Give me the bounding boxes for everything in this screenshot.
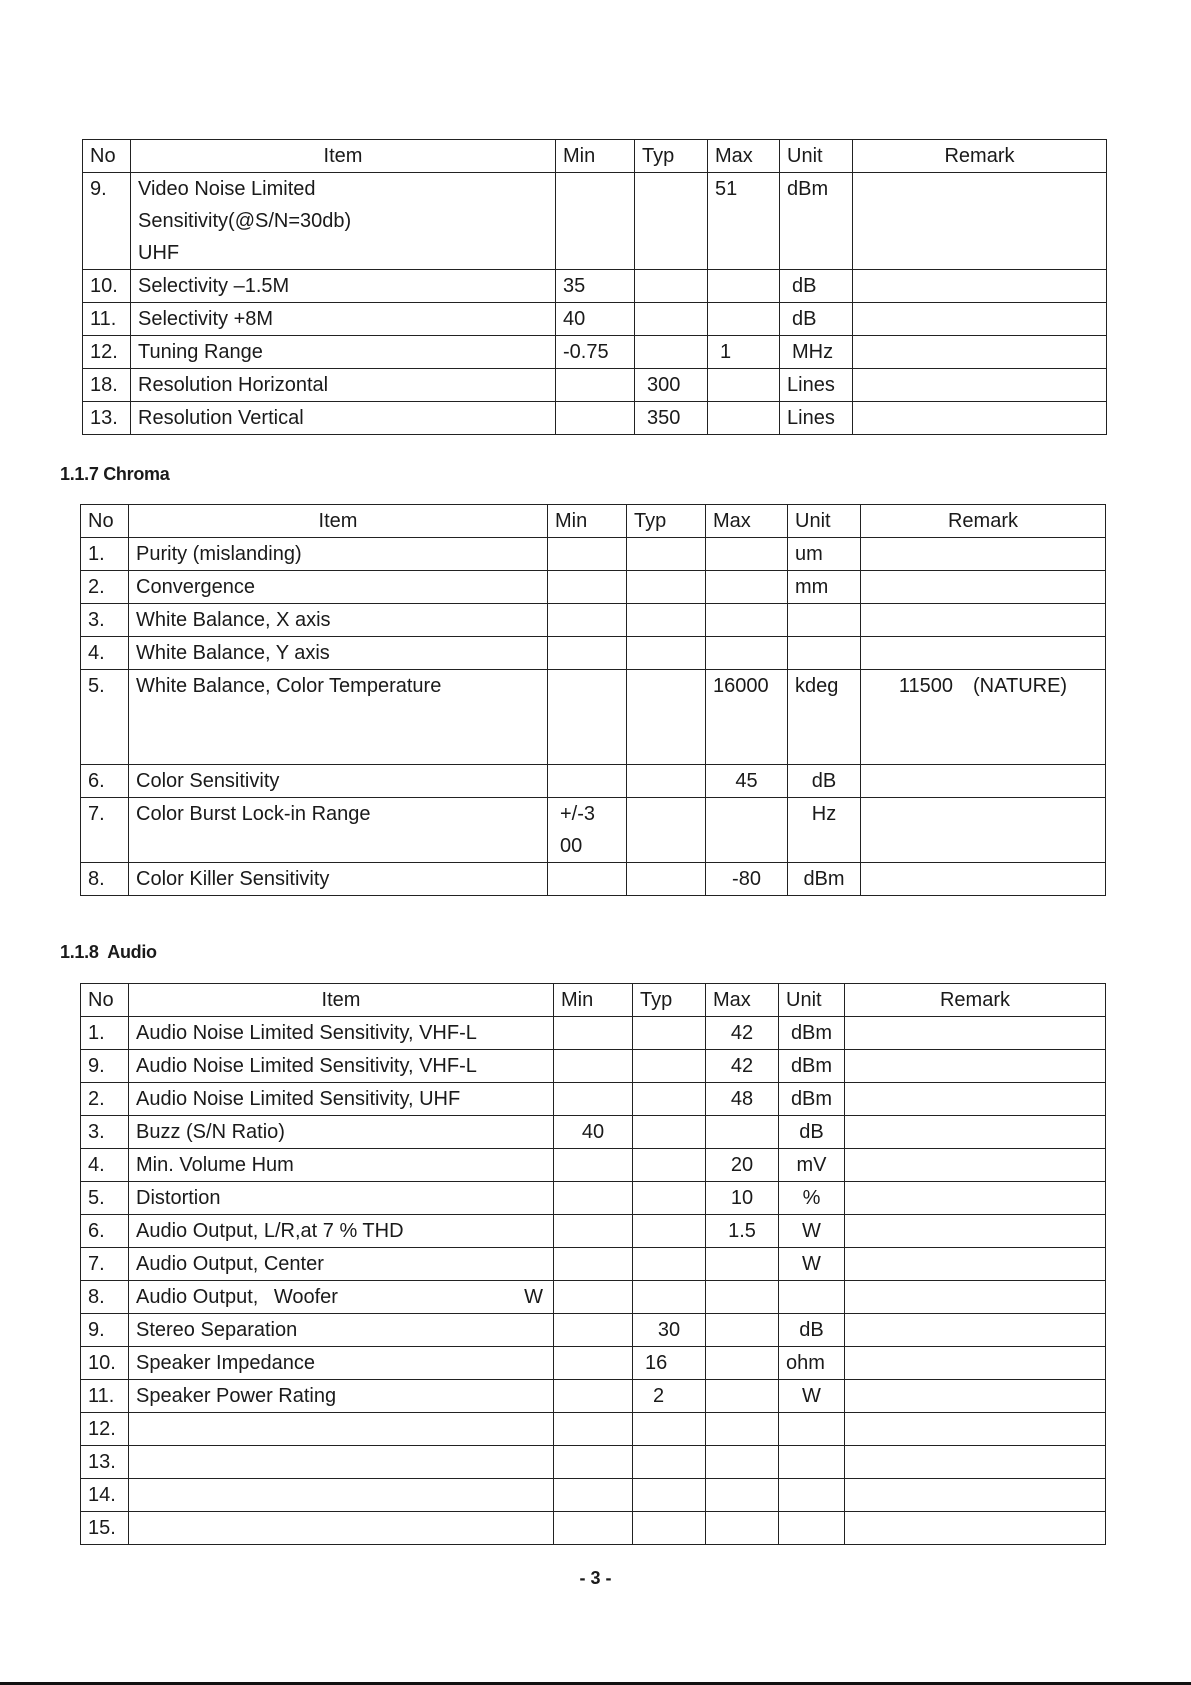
table-row [83, 270, 1107, 303]
col-max: Max [706, 505, 788, 538]
row-no: 6. [81, 765, 129, 798]
table-header-row [81, 984, 1106, 1017]
row-max [706, 798, 788, 863]
row-unit: dB [788, 765, 861, 798]
row-min [548, 863, 627, 896]
table-row [81, 1413, 1106, 1446]
row-unit: dB [780, 270, 853, 303]
row-max: 1 [708, 336, 780, 369]
table-row [81, 1446, 1106, 1479]
row-min [554, 1149, 633, 1182]
row-unit: dB [780, 303, 853, 336]
row-unit: kdeg [788, 670, 861, 765]
row-max: 16000 [706, 670, 788, 765]
row-max [706, 1314, 779, 1347]
row-typ [633, 1083, 706, 1116]
chroma-spec-table [80, 504, 1106, 896]
row-item [129, 1446, 554, 1479]
row-item: Resolution Horizontal [131, 369, 556, 402]
row-item: Audio Noise Limited Sensitivity, VHF-L [129, 1050, 554, 1083]
row-min [554, 1314, 633, 1347]
item-text: Audio Output, Woofer [136, 1286, 338, 1308]
row-typ [627, 798, 706, 863]
row-typ: 2 [633, 1380, 706, 1413]
row-item: Distortion [129, 1182, 554, 1215]
col-remark: Remark [845, 984, 1106, 1017]
row-no: 13. [81, 1446, 129, 1479]
row-typ [635, 336, 708, 369]
row-remark [845, 1512, 1106, 1545]
row-unit: Lines [780, 369, 853, 402]
col-min: Min [556, 140, 635, 173]
row-max [706, 1248, 779, 1281]
row-min [554, 1347, 633, 1380]
row-unit: ohm [779, 1347, 845, 1380]
row-unit: W [779, 1380, 845, 1413]
row-typ: 30 [633, 1314, 706, 1347]
row-min [554, 1083, 633, 1116]
row-item: Color Burst Lock-in Range [129, 798, 548, 863]
row-max [706, 1413, 779, 1446]
row-item [129, 1479, 554, 1512]
col-no: No [81, 984, 129, 1017]
row-typ [627, 637, 706, 670]
row-item: Speaker Impedance [129, 1347, 554, 1380]
row-item: Audio Noise Limited Sensitivity, UHF [129, 1083, 554, 1116]
row-no: 8. [81, 1281, 129, 1314]
row-item [129, 1512, 554, 1545]
row-no: 11. [81, 1380, 129, 1413]
col-no: No [83, 140, 131, 173]
row-remark [853, 402, 1107, 435]
row-remark [861, 765, 1106, 798]
row-no: 15. [81, 1512, 129, 1545]
table-row [81, 1479, 1106, 1512]
row-typ [627, 538, 706, 571]
item-line: Video Noise Limited [138, 178, 316, 200]
row-no: 5. [81, 670, 129, 765]
row-item: Color Sensitivity [129, 765, 548, 798]
table-row [81, 1347, 1106, 1380]
row-remark [845, 1479, 1106, 1512]
row-no: 5. [81, 1182, 129, 1215]
row-max [706, 637, 788, 670]
row-unit: W [779, 1248, 845, 1281]
row-item: White Balance, Y axis [129, 637, 548, 670]
row-unit: dBm [779, 1083, 845, 1116]
row-item [131, 173, 556, 270]
row-no: 9. [81, 1050, 129, 1083]
row-typ [633, 1017, 706, 1050]
row-no: 7. [81, 1248, 129, 1281]
col-item: Item [131, 140, 556, 173]
table-row [83, 303, 1107, 336]
table-row [81, 1281, 1106, 1314]
row-remark [845, 1248, 1106, 1281]
col-item: Item [129, 505, 548, 538]
row-remark [853, 270, 1107, 303]
row-unit [788, 637, 861, 670]
col-min: Min [554, 984, 633, 1017]
min-line: 00 [560, 835, 583, 857]
row-no: 1. [81, 1017, 129, 1050]
table-row [83, 402, 1107, 435]
row-unit [788, 604, 861, 637]
row-item: Buzz (S/N Ratio) [129, 1116, 554, 1149]
row-max [706, 1380, 779, 1413]
row-unit: dB [779, 1116, 845, 1149]
row-remark [861, 604, 1106, 637]
row-max [708, 303, 780, 336]
col-max: Max [706, 984, 779, 1017]
row-item: Audio Output, L/R,at 7 % THD [129, 1215, 554, 1248]
row-typ: 300 [635, 369, 708, 402]
row-unit: MHz [780, 336, 853, 369]
row-max [708, 369, 780, 402]
row-no: 4. [81, 637, 129, 670]
row-item: Selectivity +8M [131, 303, 556, 336]
row-remark: 11500 (NATURE) [861, 670, 1106, 765]
row-typ [635, 173, 708, 270]
row-remark [845, 1314, 1106, 1347]
row-min [548, 571, 627, 604]
row-max [706, 538, 788, 571]
row-unit: um [788, 538, 861, 571]
table-row [81, 604, 1106, 637]
row-no: 10. [83, 270, 131, 303]
row-remark [845, 1149, 1106, 1182]
row-typ [635, 303, 708, 336]
row-min [554, 1512, 633, 1545]
row-no: 4. [81, 1149, 129, 1182]
table-row [81, 1116, 1106, 1149]
col-typ: Typ [627, 505, 706, 538]
row-remark [845, 1116, 1106, 1149]
row-typ [627, 863, 706, 896]
row-remark [845, 1083, 1106, 1116]
row-min: -0.75 [556, 336, 635, 369]
row-max: 1.5 [706, 1215, 779, 1248]
row-item: Color Killer Sensitivity [129, 863, 548, 896]
row-min [556, 369, 635, 402]
table-row [81, 670, 1106, 765]
row-remark [861, 798, 1106, 863]
row-no: 6. [81, 1215, 129, 1248]
min-line: +/-3 [560, 803, 596, 825]
row-no: 11. [83, 303, 131, 336]
row-no: 14. [81, 1479, 129, 1512]
row-typ [627, 571, 706, 604]
row-max [706, 571, 788, 604]
row-unit [779, 1512, 845, 1545]
table-row [81, 1314, 1106, 1347]
col-min: Min [548, 505, 627, 538]
table-row [81, 1149, 1106, 1182]
row-item: Min. Volume Hum [129, 1149, 554, 1182]
row-item: Stereo Separation [129, 1314, 554, 1347]
table-row [81, 571, 1106, 604]
row-max: 48 [706, 1083, 779, 1116]
row-remark [853, 173, 1107, 270]
row-typ [633, 1446, 706, 1479]
row-item [129, 1281, 554, 1314]
row-typ [633, 1248, 706, 1281]
row-no: 8. [81, 863, 129, 896]
row-remark [845, 1380, 1106, 1413]
row-typ [635, 270, 708, 303]
row-typ [627, 765, 706, 798]
row-remark [845, 1347, 1106, 1380]
row-remark [845, 1446, 1106, 1479]
row-min [548, 765, 627, 798]
row-min [554, 1446, 633, 1479]
row-unit [779, 1413, 845, 1446]
row-unit: dBm [780, 173, 853, 270]
row-no: 12. [83, 336, 131, 369]
row-no: 9. [81, 1314, 129, 1347]
row-max [706, 1281, 779, 1314]
row-unit [779, 1281, 845, 1314]
row-unit: W [779, 1215, 845, 1248]
row-typ [633, 1479, 706, 1512]
row-no: 12. [81, 1413, 129, 1446]
row-item: Tuning Range [131, 336, 556, 369]
row-min: 40 [554, 1116, 633, 1149]
row-unit: dBm [779, 1050, 845, 1083]
row-min [556, 173, 635, 270]
col-max: Max [708, 140, 780, 173]
row-max: 51 [708, 173, 780, 270]
row-min [554, 1215, 633, 1248]
row-remark [845, 1050, 1106, 1083]
row-typ [633, 1413, 706, 1446]
row-min [548, 798, 627, 863]
row-typ [633, 1116, 706, 1149]
row-remark [861, 571, 1106, 604]
row-max [706, 1116, 779, 1149]
row-unit: Hz [788, 798, 861, 863]
col-typ: Typ [633, 984, 706, 1017]
table-row [83, 336, 1107, 369]
table-row [81, 1182, 1106, 1215]
row-typ [633, 1149, 706, 1182]
row-item: Convergence [129, 571, 548, 604]
section-heading-chroma: 1.1.7 Chroma [60, 464, 170, 484]
row-no: 2. [81, 571, 129, 604]
row-min [556, 402, 635, 435]
table-row [81, 637, 1106, 670]
row-max [708, 402, 780, 435]
col-item: Item [129, 984, 554, 1017]
row-typ [633, 1512, 706, 1545]
table-row [81, 798, 1106, 863]
row-no: 7. [81, 798, 129, 863]
page-number: - 3 - [579, 1568, 612, 1588]
row-no: 9. [83, 173, 131, 270]
row-min [548, 604, 627, 637]
row-min: 35 [556, 270, 635, 303]
video-spec-table [82, 139, 1107, 435]
table-row [81, 1215, 1106, 1248]
row-no: 13. [83, 402, 131, 435]
row-remark [845, 1017, 1106, 1050]
row-typ [633, 1050, 706, 1083]
row-item: Audio Noise Limited Sensitivity, VHF-L [129, 1017, 554, 1050]
row-typ [627, 670, 706, 765]
row-unit: dB [779, 1314, 845, 1347]
row-no: 18. [83, 369, 131, 402]
row-unit [779, 1479, 845, 1512]
table-row [81, 1380, 1106, 1413]
col-unit: Unit [779, 984, 845, 1017]
row-item: White Balance, X axis [129, 604, 548, 637]
row-no: 1. [81, 538, 129, 571]
row-typ: 350 [635, 402, 708, 435]
row-max [706, 1512, 779, 1545]
row-unit: dBm [779, 1017, 845, 1050]
table-row [83, 369, 1107, 402]
row-min [554, 1380, 633, 1413]
col-unit: Unit [788, 505, 861, 538]
table-row [81, 1050, 1106, 1083]
row-remark [845, 1281, 1106, 1314]
col-remark: Remark [853, 140, 1107, 173]
row-min [548, 637, 627, 670]
col-remark: Remark [861, 505, 1106, 538]
audio-spec-table [80, 983, 1106, 1545]
row-max [708, 270, 780, 303]
row-min: 40 [556, 303, 635, 336]
row-remark [861, 863, 1106, 896]
row-max [706, 604, 788, 637]
row-item: Speaker Power Rating [129, 1380, 554, 1413]
row-remark [853, 303, 1107, 336]
row-min [548, 538, 627, 571]
row-unit: mm [788, 571, 861, 604]
table-row [81, 538, 1106, 571]
row-no: 3. [81, 604, 129, 637]
row-remark [861, 538, 1106, 571]
table-row [81, 1512, 1106, 1545]
row-no: 2. [81, 1083, 129, 1116]
row-max: 20 [706, 1149, 779, 1182]
row-max [706, 1479, 779, 1512]
col-no: No [81, 505, 129, 538]
row-min [554, 1413, 633, 1446]
table-header-row [83, 140, 1107, 173]
row-typ [633, 1281, 706, 1314]
row-remark [853, 369, 1107, 402]
row-max [706, 1347, 779, 1380]
section-heading-audio: 1.1.8 Audio [60, 942, 157, 962]
row-typ: 16 [633, 1347, 706, 1380]
table-row [83, 173, 1107, 270]
row-max: 42 [706, 1050, 779, 1083]
row-remark [845, 1215, 1106, 1248]
row-item [129, 1413, 554, 1446]
row-max: 42 [706, 1017, 779, 1050]
item-line: Sensitivity(@S/N=30db) [138, 210, 352, 232]
table-row [81, 765, 1106, 798]
row-item: Selectivity –1.5M [131, 270, 556, 303]
row-remark [853, 336, 1107, 369]
row-max: -80 [706, 863, 788, 896]
table-row [81, 1083, 1106, 1116]
row-unit [779, 1446, 845, 1479]
table-row [81, 863, 1106, 896]
col-unit: Unit [780, 140, 853, 173]
row-max: 10 [706, 1182, 779, 1215]
row-unit: % [779, 1182, 845, 1215]
row-item: Audio Output, Center [129, 1248, 554, 1281]
row-min [554, 1248, 633, 1281]
row-min [554, 1182, 633, 1215]
table-header-row [81, 505, 1106, 538]
col-typ: Typ [635, 140, 708, 173]
row-no: 3. [81, 1116, 129, 1149]
row-min [548, 670, 627, 765]
row-min [554, 1017, 633, 1050]
row-no: 10. [81, 1347, 129, 1380]
row-remark [845, 1182, 1106, 1215]
item-suffix: W [524, 1286, 543, 1308]
table-row [81, 1248, 1106, 1281]
row-typ [627, 604, 706, 637]
row-min [554, 1281, 633, 1314]
row-remark [861, 637, 1106, 670]
row-typ [633, 1215, 706, 1248]
row-min [554, 1050, 633, 1083]
item-line: UHF [138, 242, 180, 264]
row-unit: dBm [788, 863, 861, 896]
row-max [706, 1446, 779, 1479]
row-item: Purity (mislanding) [129, 538, 548, 571]
row-unit: Lines [780, 402, 853, 435]
row-max: 45 [706, 765, 788, 798]
row-item: White Balance, Color Temperature [129, 670, 548, 765]
row-unit: mV [779, 1149, 845, 1182]
row-remark [845, 1413, 1106, 1446]
table-row [81, 1017, 1106, 1050]
row-typ [633, 1182, 706, 1215]
row-item: Resolution Vertical [131, 402, 556, 435]
row-min [554, 1479, 633, 1512]
